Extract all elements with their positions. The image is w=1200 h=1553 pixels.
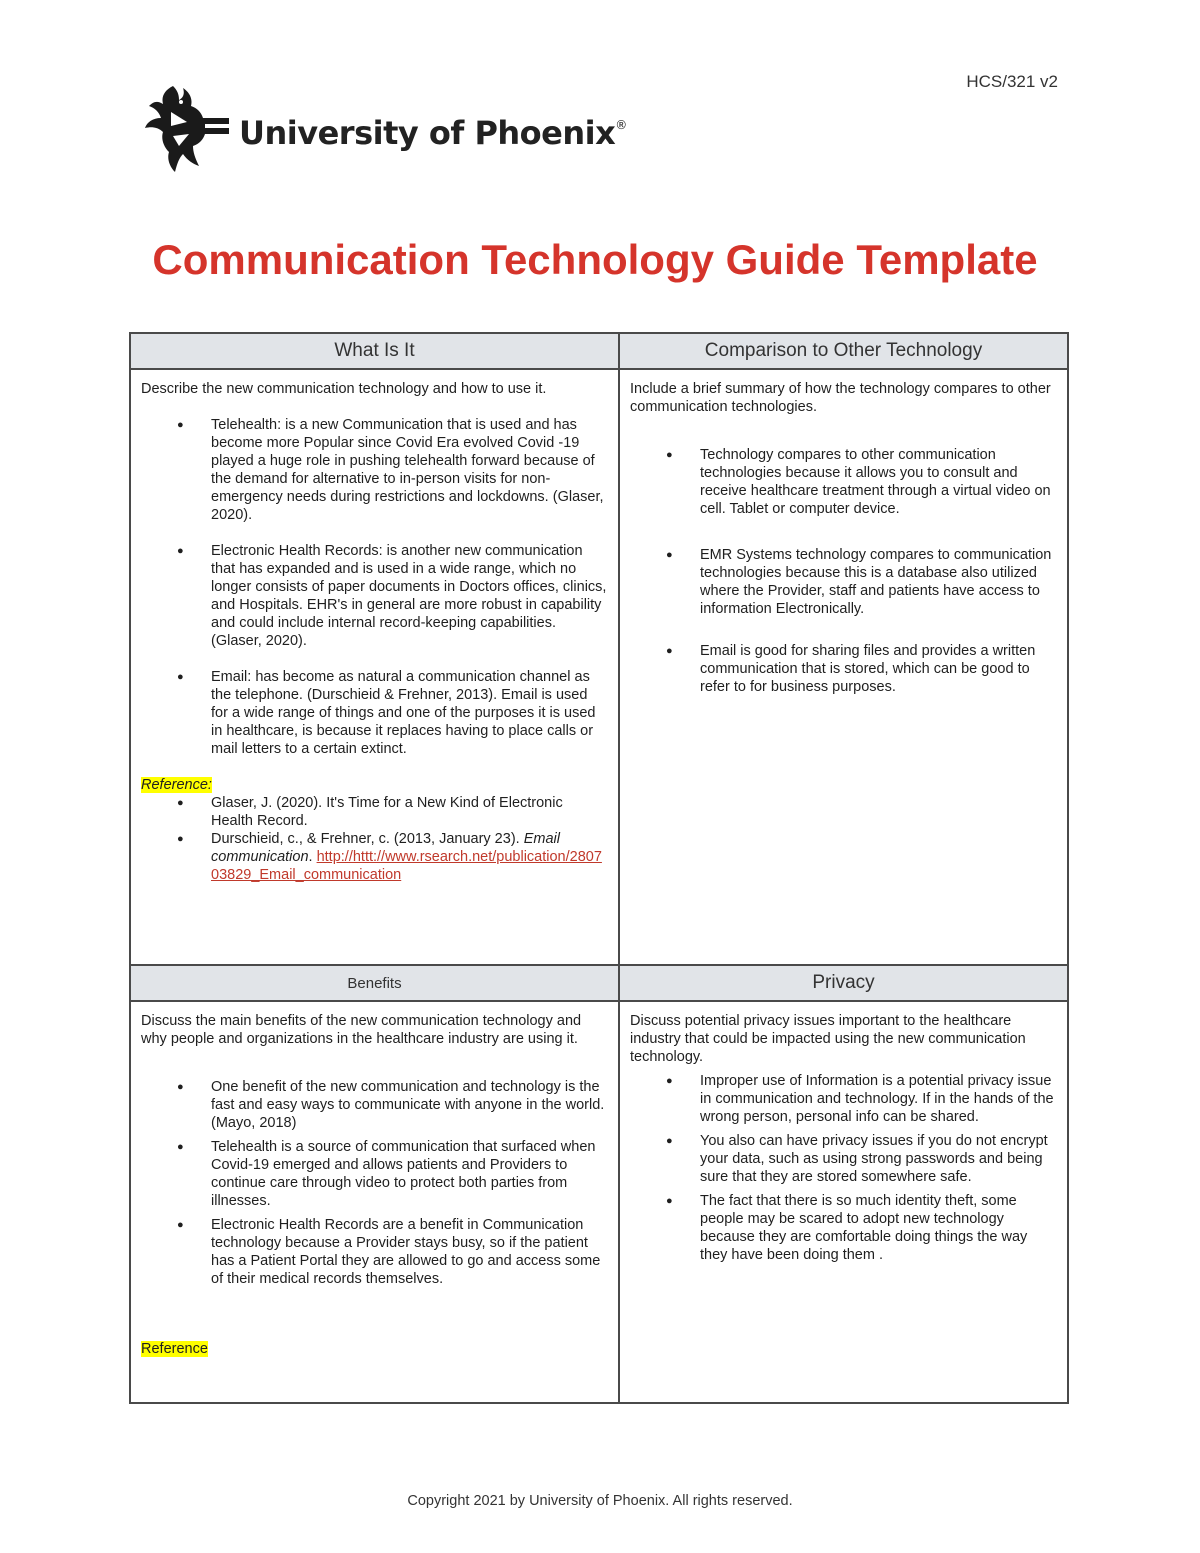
what-is-it-cell bbox=[130, 369, 619, 965]
what-is-it-prompt: Describe the new communication technology and how to use it. bbox=[141, 381, 547, 397]
copyright-footer: Copyright 2021 by University of Phoenix. All rights reserved. bbox=[407, 1493, 793, 1509]
comparison-cell bbox=[619, 369, 1068, 965]
list-item: ● Electronic Health Records are a benefit in Communication technology because a Provider stays busy, so if the patient has a Patient Portal they are allowed to go and access some of their medical records themselves. bbox=[211, 1216, 608, 1288]
list-item: ● Technology compares to other communication technologies because it allows you to consult and receive healthcare treatment through a virtual video on cell. Tablet or computer device. bbox=[700, 446, 1057, 518]
phoenix-logo-icon bbox=[143, 82, 231, 174]
privacy-prompt: Discuss potential privacy issues important to the healthcare industry that could be impacted using the new communication technology. bbox=[630, 1013, 1026, 1065]
list-item: ● Electronic Health Records: is another new communication that has expanded and is used in a wide range, which no longer consists of paper documents in Doctors offices, clinics, and Hospitals. EHR's in general are more robust in capability and could include internal record-keeping capabilities. (Glaser, 2020). bbox=[211, 542, 608, 650]
logo-text: University of Phoenix® bbox=[239, 114, 627, 152]
list-item: ● Telehealth: is a new Communication that is used and has become more Popular since Covid Era evolved Covid -19 played a huge role in pushing telehealth forward because of the demand for alternative to in-person visits for non-emergency needs during restrictions and lockdowns. (Glaser, 2020). bbox=[211, 416, 608, 524]
benefits-heading: Benefits bbox=[130, 965, 619, 1001]
what-is-it-list bbox=[141, 416, 608, 524]
reference-item: ● Glaser, J. (2020). It's Time for a New Kind of Electronic Health Record. bbox=[211, 794, 608, 830]
benefits-list bbox=[141, 1078, 608, 1288]
comparison-list bbox=[630, 446, 1057, 518]
registered-mark: ® bbox=[615, 118, 627, 132]
reference-list bbox=[141, 794, 608, 884]
list-item: ● You also can have privacy issues if you do not encrypt your data, such as using strong passwords and being sure that they are stored somewhere safe. bbox=[700, 1132, 1057, 1186]
what-is-it-list-2 bbox=[141, 542, 608, 650]
benefits-reference-label: Reference bbox=[141, 1341, 208, 1357]
reference-item: ● Durschieid, c., & Frehner, c. (2013, January 23). Email communication. http://httt://www.rsearch.net/publication/280703829_Email_communication bbox=[211, 830, 608, 884]
comparison-prompt: Include a brief summary of how the technology compares to other communication technologies. bbox=[630, 381, 1051, 415]
reference-title: Email communication bbox=[211, 831, 560, 865]
page-title: Communication Technology Guide Template bbox=[152, 236, 1038, 283]
comparison-heading: Comparison to Other Technology bbox=[619, 333, 1068, 369]
comparison-list-3 bbox=[630, 642, 1057, 696]
guide-table bbox=[129, 332, 1069, 1404]
privacy-list bbox=[630, 1072, 1057, 1264]
university-logo bbox=[143, 82, 627, 174]
benefits-cell bbox=[130, 1001, 619, 1403]
privacy-heading: Privacy bbox=[619, 965, 1068, 1001]
list-item: ● Telehealth is a source of communication that surfaced when Covid-19 emerged and allows patients and Providers to continue care through video to protect both parties from illnesses. bbox=[211, 1138, 608, 1210]
what-is-it-heading: What Is It bbox=[130, 333, 619, 369]
course-code: HCS/321 v2 bbox=[966, 72, 1058, 91]
privacy-cell bbox=[619, 1001, 1068, 1403]
comparison-list-2 bbox=[630, 546, 1057, 618]
list-item: ● The fact that there is so much identity theft, some people may be scared to adopt new technology because they are comfortable doing things the way they have been doing them . bbox=[700, 1192, 1057, 1264]
reference-label: Reference: bbox=[141, 777, 212, 793]
what-is-it-list-3 bbox=[141, 668, 608, 758]
list-item: ● Email: has become as natural a communication channel as the telephone. (Durschieid & Frehner, 2013). Email is used for a wide range of things and one of the purposes it is used in healthcare, is because it replaces having to place calls or mail letters to a certain extinct. bbox=[211, 668, 608, 758]
list-item: ● One benefit of the new communication and technology is the fast and easy ways to communicate with anyone in the world. (Mayo, 2018) bbox=[211, 1078, 608, 1132]
benefits-prompt: Discuss the main benefits of the new communication technology and why people and organizations in the healthcare industry are using it. bbox=[141, 1013, 582, 1047]
list-item: ● Email is good for sharing files and provides a written communication that is stored, which can be good to refer to for business purposes. bbox=[700, 642, 1057, 696]
reference-link[interactable]: http://httt://www.rsearch.net/publication/280703829_Email_communication bbox=[211, 849, 602, 883]
list-item: ● EMR Systems technology compares to communication technologies because this is a database also utilized where the Provider, staff and patients have access to information Electronically. bbox=[700, 546, 1057, 618]
list-item: ● Improper use of Information is a potential privacy issue in communication and technology. If in the hands of the wrong person, personal info can be shared. bbox=[700, 1072, 1057, 1126]
